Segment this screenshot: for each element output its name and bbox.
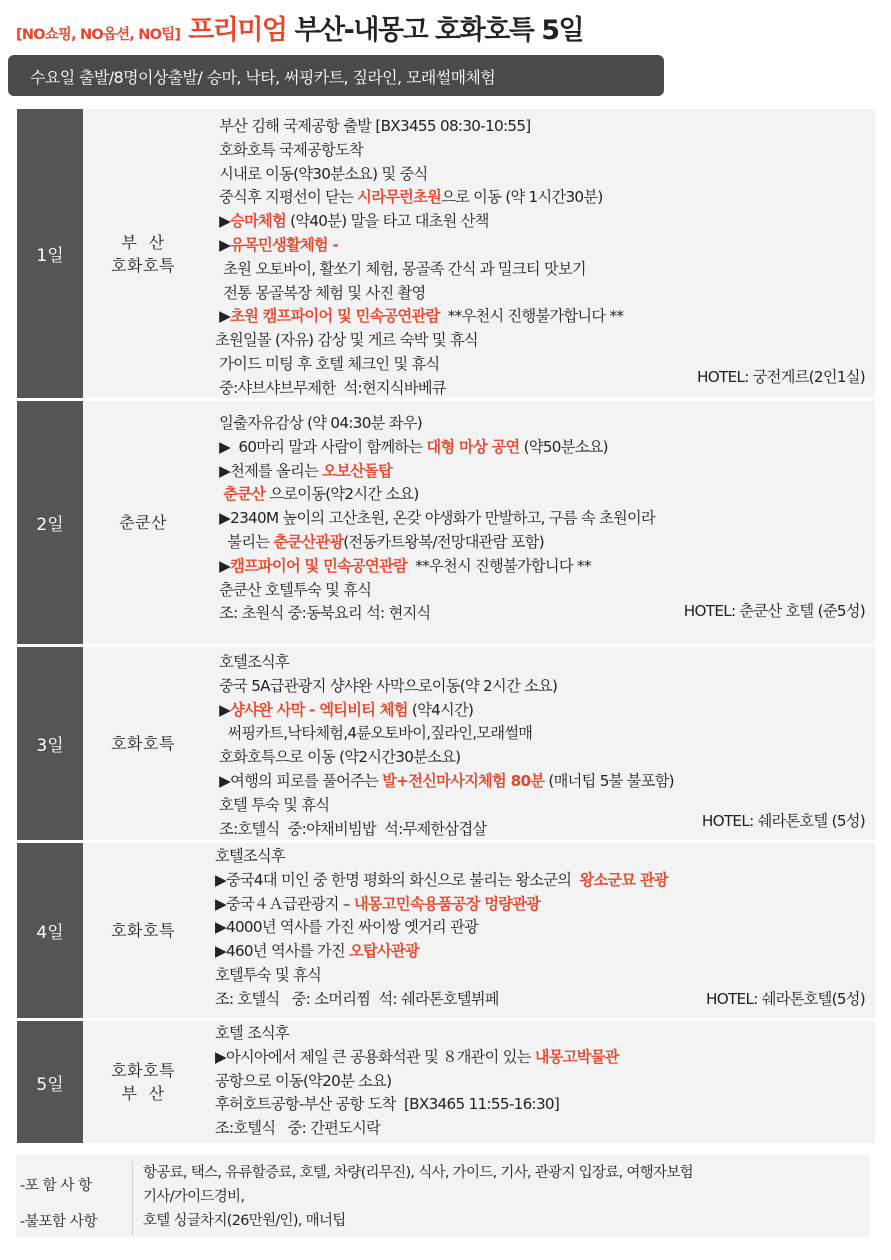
schedule-line [215, 163, 875, 187]
highlight-text: 시라무런초원 [357, 188, 442, 207]
day-place [83, 1021, 203, 1143]
place-name: 호화호특 [111, 734, 175, 753]
schedule-text: 으로 이동 (약 1시간30분) [441, 188, 603, 207]
schedule-text: (전동카트왕복/전망대관람 포함) [343, 532, 544, 551]
schedule-text: 호텔투숙 및 휴식 [215, 965, 322, 984]
schedule-line [215, 1070, 875, 1094]
highlight-text: 내몽고박물관 [534, 1047, 619, 1066]
highlight-text: 오보산돌탑 [322, 461, 393, 480]
hotel-info: HOTEL: 쉐라톤호텔 (5성) [701, 812, 865, 830]
schedule-line [215, 305, 875, 329]
hotel-info: HOTEL: 궁전게르(2인1실) [697, 368, 865, 386]
schedule-text: 중:샤브샤브무제한 석:현지식바베큐 [215, 378, 446, 397]
schedule-line [215, 1022, 875, 1046]
schedule-text: 조: 호텔식 중: 소머리찜 석: 쉐라톤호텔뷔페 [215, 989, 499, 1008]
schedule-line [215, 139, 875, 163]
schedule-text: 조: 초원식 중:동북요리 석: 현지식 [215, 604, 431, 623]
schedule-text: 조:호텔식 중:야채비빔밥 석:무제한삼겹살 [215, 819, 487, 838]
schedule-line [215, 507, 875, 531]
page-title: 부산-내몽고 호화호특 5일 [294, 15, 584, 46]
schedule-text: 시내로 이동(약30분소요) 및 중식 [215, 164, 428, 183]
highlight-text: 캠프파이어 및 민속공연관람 [230, 556, 407, 575]
hotel-info: HOTEL: 춘쿤산 호텔 (준5성) [683, 602, 865, 620]
schedule-text: **우천시 진행불가합니다 ** [406, 556, 591, 575]
schedule-text: 전통 몽골복장 체험 및 사진 촬영 [215, 283, 426, 302]
schedule-line [215, 699, 875, 723]
schedule-text: ▶중국4대 미인 중 한명 평화의 화신으로 불리는 왕소군의 [215, 870, 580, 889]
schedule-text: 호텔조식후 [215, 653, 289, 671]
day-schedule [203, 109, 875, 398]
schedule-line [215, 893, 875, 917]
highlight-text: 승마체험 [230, 212, 286, 231]
day-row [17, 401, 875, 644]
schedule-text: 가이드 미팅 후 호텔 체크인 및 휴식 [215, 354, 440, 373]
schedule-line [215, 186, 875, 210]
day-place [83, 843, 203, 1018]
schedule-text: 호텔조식후 [215, 847, 285, 865]
schedule-line [215, 460, 875, 484]
day-schedule [203, 647, 875, 840]
schedule-text: ▶ [215, 700, 231, 719]
schedule-line [215, 675, 875, 699]
included-row [16, 1161, 870, 1209]
schedule-line [215, 1046, 875, 1070]
schedule-text: ▶중국４Ａ급관광지 – [215, 894, 354, 913]
schedule-line [215, 115, 875, 139]
schedule-text: 춘쿤산 호텔투숙 및 휴식 [215, 580, 372, 599]
schedule-text: ▶ 60마리 말과 사람이 함께하는 [215, 437, 427, 456]
day-row [17, 1021, 875, 1143]
hotel-info: HOTEL: 쉐라톤호텔(5성) [706, 990, 865, 1008]
day-number: 4일 [17, 843, 83, 1018]
schedule-line [215, 1093, 875, 1117]
schedule-text: (약40분) 말을 타고 대초원 산책 [286, 212, 489, 231]
day-schedule [203, 843, 875, 1018]
schedule-text: 일출자유감상 (약 04:30분 좌우) [215, 414, 422, 432]
summary-bar: 수요일 출발/8명이상출발/ 승마, 낙타, 써핑카트, 짚라인, 모래썰매체험 [8, 55, 664, 96]
schedule-line [215, 412, 875, 436]
schedule-line [215, 1117, 875, 1141]
schedule-text: 호화호특으로 이동 (약2시간30분소요) [215, 748, 461, 767]
day-row [17, 843, 875, 1018]
schedule-text: 호텔 조식후 [215, 1024, 289, 1042]
place-name: 부 산 [121, 232, 165, 252]
schedule-line [215, 916, 875, 940]
schedule-text: 중국 5A급관광지 샹샤완 사막으로이동(약 2시간 소요) [215, 676, 558, 695]
day-number: 3일 [17, 647, 83, 840]
place-name: 호화호특 [111, 255, 175, 275]
schedule-text: **우천시 진행불가합니다 ** [439, 307, 624, 326]
schedule-line [215, 282, 875, 306]
schedule-text: 부산 김해 국제공항 출발 [BX3455 08:30-10:55] [215, 117, 531, 135]
schedule-text: 조:호텔식 중: 간편도시락 [215, 1119, 381, 1138]
day-row [17, 647, 875, 840]
header [16, 8, 886, 52]
highlight-text: 초원 캠프파이어 및 민속공연관람 [230, 307, 440, 326]
schedule-line [215, 845, 875, 869]
day-number: 1일 [17, 109, 83, 398]
day-schedule [203, 401, 875, 644]
place-name: 부 산 [121, 1084, 165, 1103]
highlight-text: 내몽고민속용품공장 멍량관광 [353, 894, 541, 913]
schedule-line [215, 329, 875, 353]
highlight-text: 춘쿤산 [223, 485, 266, 504]
schedule-text: ▶아시아에서 제일 큰 공용화석관 및 ８개관이 있는 [215, 1047, 535, 1066]
schedule-line [215, 746, 875, 770]
day-place [83, 647, 203, 840]
schedule-text: ▶ [215, 212, 231, 231]
excluded-row [16, 1209, 870, 1235]
day-place [83, 109, 203, 398]
schedule-text: ▶천제를 올리는 [215, 461, 323, 480]
schedule-text: ▶460년 역사를 가진 [215, 942, 350, 961]
schedule-text: 중식후 지평선이 닫는 [215, 188, 358, 207]
schedule-line [215, 436, 875, 460]
schedule-line [215, 234, 875, 258]
schedule-text: (매너팁 5불 불포함) [544, 771, 674, 790]
schedule-text: (약50분소요) [519, 437, 608, 456]
included-text: 항공료, 택스, 유류할증료, 호텔, 차량(리무진), 식사, 가이드, 기사, 관광지 입장료, 여행자보험 기사/가이드경비, [143, 1165, 693, 1205]
schedule-text: 공항으로 이동(약20분 소요) [215, 1071, 392, 1090]
schedule-text: 으로이동(약2시간 소요) [265, 485, 419, 504]
schedule-text: 후허호트공항-부산 공항 도착 [BX3465 11:55-16:30] [215, 1095, 560, 1114]
schedule-line [215, 483, 875, 507]
highlight-text: 왕소군묘 관광 [579, 870, 668, 889]
place-name: 춘쿤산 [119, 513, 167, 532]
schedule-text: 초원일몰 (자유) 감상 및 게르 숙박 및 휴식 [215, 331, 478, 350]
schedule-line [215, 940, 875, 964]
day-number: 2일 [17, 401, 83, 644]
day-place [83, 401, 203, 644]
footer-panel [16, 1155, 870, 1237]
schedule-text: 호화호특 국제공항도착 [215, 140, 363, 159]
highlight-text: 오탑사관광 [349, 942, 419, 961]
schedule-line [215, 722, 875, 746]
highlight-text: 발+전신마사지체험 80분 [382, 771, 545, 790]
highlight-text: 춘쿤산관광 [273, 532, 344, 551]
schedule-text: (약4시간) [407, 700, 474, 719]
schedule-text: ▶여행의 피로를 풀어주는 [215, 771, 383, 790]
day-schedule [203, 1021, 875, 1143]
schedule-text: ▶4000년 역사를 가진 싸이쌍 옛거리 관광 [215, 918, 479, 937]
day-row [17, 109, 875, 398]
schedule-text: 초원 오토바이, 활쏘기 체험, 몽골족 간식 과 밀크티 맛보기 [215, 259, 586, 278]
day-number: 5일 [17, 1021, 83, 1143]
schedule-line [215, 555, 875, 579]
schedule-text: 호텔 투숙 및 휴식 [215, 795, 330, 814]
place-name: 호화호특 [111, 1061, 175, 1080]
schedule-text: ▶ [215, 307, 231, 326]
excluded-label: -불포함 사항 [20, 1214, 98, 1230]
excluded-text: 호텔 싱글차지(26만원/인), 매너팁 [143, 1213, 346, 1229]
schedule-line [215, 531, 875, 555]
tagline: [NO쇼핑, NO옵션, NO팁] [16, 27, 181, 43]
highlight-text: 샹샤완 사막 - 엑티비티 체험 [230, 700, 408, 719]
schedule-text: ▶ [215, 556, 231, 575]
schedule-text: ▶ [215, 235, 231, 254]
schedule-text: 써핑카트,낙타체험,4륜오토바이,짚라인,모래썰매 [215, 724, 533, 743]
schedule-line [215, 869, 875, 893]
included-label: -포 함 사 항 [20, 1178, 92, 1194]
schedule-line [215, 651, 875, 675]
highlight-text: 대형 마상 공연 [426, 437, 520, 456]
place-name: 호화호특 [111, 921, 175, 940]
schedule-line [215, 964, 875, 988]
schedule-line [215, 210, 875, 234]
schedule-line [215, 770, 875, 794]
schedule-line [215, 258, 875, 282]
premium-label: 프리미엄 [188, 15, 287, 46]
schedule-text: ▶2340M 높이의 고산초원, 온갖 야생화가 만발하고, 구름 속 초원이라 [215, 509, 655, 528]
highlight-text: 유목민생활체험 - [230, 235, 339, 254]
schedule-line [215, 579, 875, 603]
schedule-text: 불리는 [215, 532, 274, 551]
